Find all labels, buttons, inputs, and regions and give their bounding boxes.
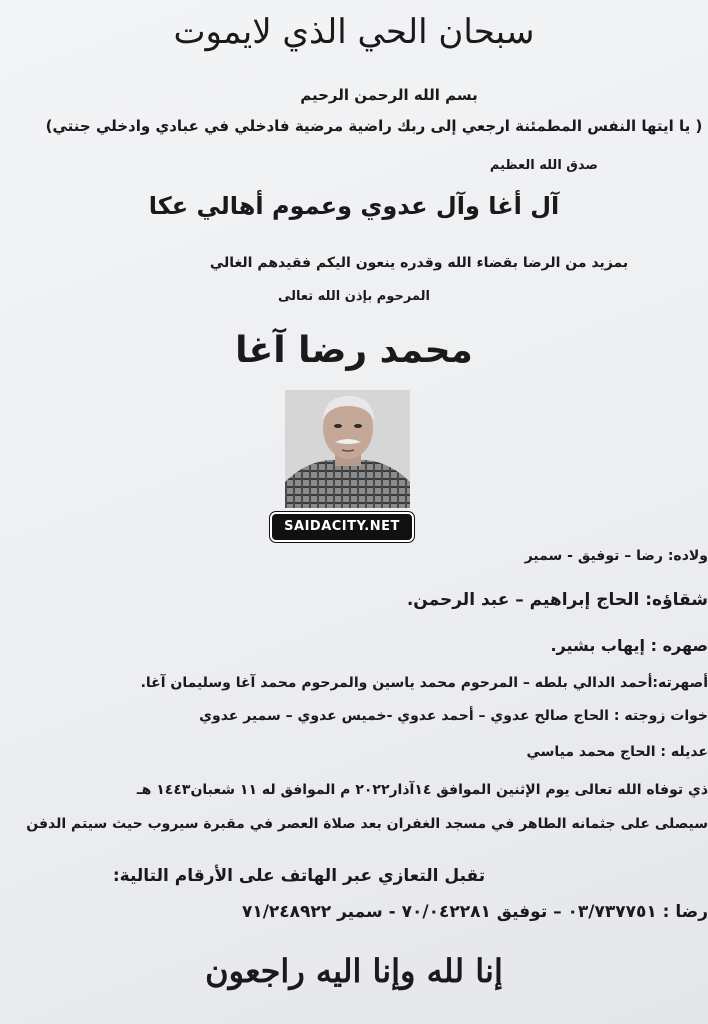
phone-numbers-line: رضا : ٠٣/٧٣٧٧٥١ – توفيق ٧٠/٠٤٢٢٨١ - سمير ٧١/٢٤٨٩٢٢	[241, 902, 708, 922]
watermark-badge: SAIDACITY.NET	[270, 512, 414, 542]
condolence-heading: تقبل التعازي عبر الهاتف على الأرقام التالية:	[112, 866, 486, 886]
son-in-law-line: صهره : إيهاب بشير.	[550, 636, 708, 655]
death-date-line: ذي توفاه الله تعالى يوم الإثنين الموافق ١٤آذار٢٠٢٢ م الموافق له ١١ شعبان١٤٤٣ هـ	[136, 782, 708, 798]
children-line: ولاده: رضا – توفيق - سمير	[524, 548, 708, 564]
portrait-photo	[285, 390, 410, 508]
deceased-name: محمد رضا آغا	[235, 330, 473, 371]
quran-verse: ( يا ايتها النفس المطمئنة ارجعي إلى ربك راضية مرضية فادخلي في عبادي وادخلي جنتي)	[45, 117, 703, 135]
basmala: بسم الله الرحمن الرحيم	[300, 86, 478, 104]
family-heading: آل أغا وآل عدوي وعموم أهالي عكا	[148, 192, 560, 220]
page-title: سبحان الحي الذي لايموت	[173, 12, 535, 52]
sadaq-line: صدق الله العظيم	[489, 158, 598, 173]
funeral-prayer-line: سيصلى على جثمانه الطاهر في مسجد الغفران بعد صلاة العصر في مقبرة سيروب حيث سيتم الدفن	[26, 816, 708, 832]
brothers-line: شقاؤه: الحاج إبراهيم – عبد الرحمن.	[406, 590, 708, 610]
wife-brothers-line: خوات زوجته : الحاج صالح عدوي – أحمد عدوي -خميس عدوي – سمير عدوي	[199, 708, 708, 724]
closing-verse: إنا لله وإنا اليه راجعون	[205, 952, 503, 990]
mourning-text: بمزيد من الرضا بقضاء الله وقدره ينعون اليكم فقيدهم الغالي	[209, 255, 629, 271]
co-brother-in-law-line: عديله : الحاج محمد مياسي	[526, 744, 708, 760]
marhum-text: المرحوم بإذن الله تعالى	[278, 289, 430, 304]
brothers-in-law-line: أصهرته:أحمد الدالي بلطه – المرحوم محمد ياسين والمرحوم محمد آغا وسليمان آغا.	[140, 675, 708, 691]
